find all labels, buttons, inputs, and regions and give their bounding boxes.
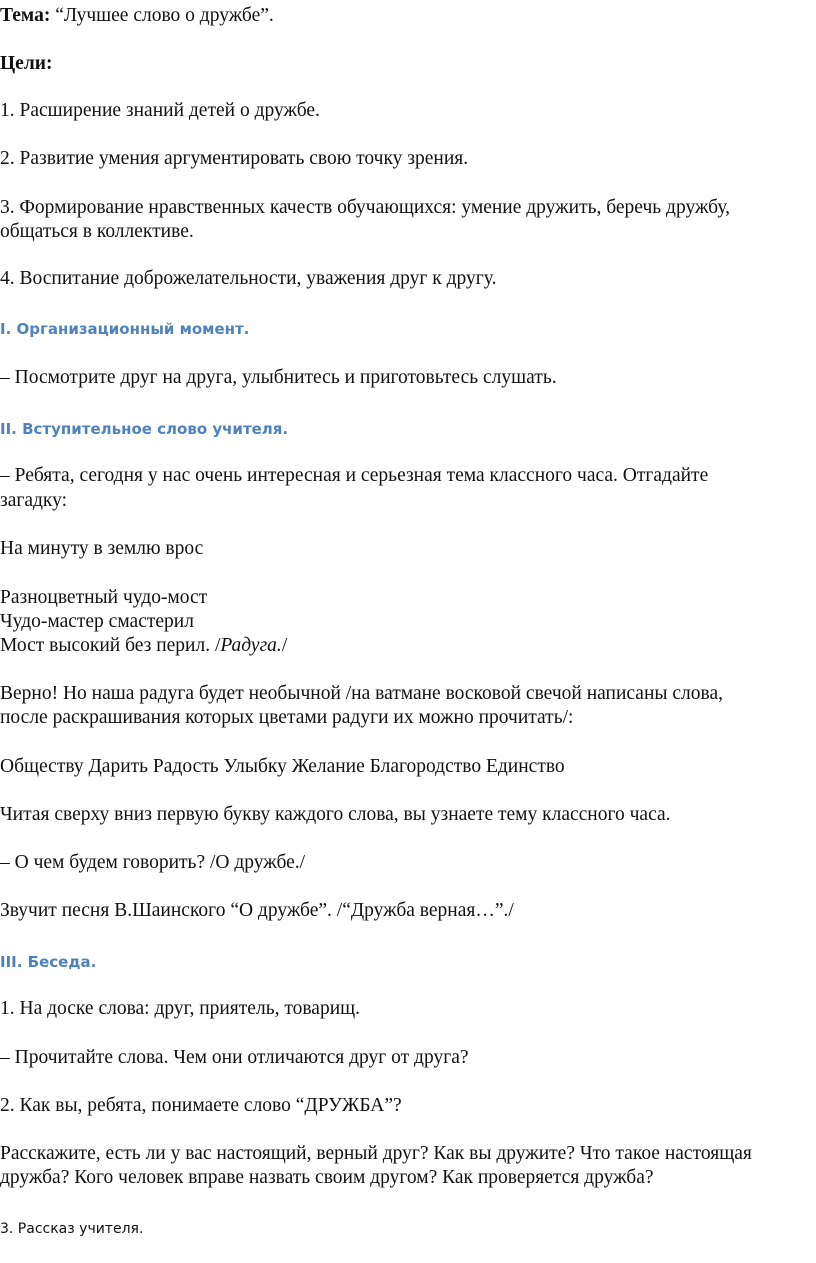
riddle-line-2: Разноцветный чудо-мост <box>0 587 208 608</box>
riddle-line-4 <box>0 634 287 658</box>
section-2-intro-line-1: – Ребята, сегодня у нас очень интересная и серьезная тема классного часа. Отгадайте <box>0 465 709 486</box>
topic-line <box>0 4 274 28</box>
read-hint: Читая сверху вниз первую букву каждого слова, вы узнаете тему классного часа. <box>0 804 671 825</box>
riddle-answer: Радуга. <box>220 635 282 656</box>
section-1-text: – Посмотрите друг на друга, улыбнитесь и приготовьтесь слушать. <box>0 367 557 388</box>
rainbow-line-1: Верно! Но наша радуга будет необычной /на ватмане восковой свечой написаны слова, <box>0 683 723 704</box>
section-2-intro-line-2: загадку: <box>0 490 68 511</box>
song-line: Звучит песня В.Шаинского “О дружбе”. /“Дружба верная…”./ <box>0 900 514 921</box>
goal-item-1: 1. Расширение знаний детей о дружбе. <box>0 100 320 121</box>
section-3-item-2: 2. Как вы, ребята, понимаете слово “ДРУЖБА”? <box>0 1095 402 1116</box>
goal-item-3: 3. Формирование нравственных качеств обучающихся: умение дружить, беречь дружбу, <box>0 197 731 218</box>
section-3-item-2-question-line-2: дружба? Кого человек вправе назвать своим другом? Как проверяется дружба? <box>0 1167 654 1188</box>
section-3-item-3: 3. Рассказ учителя. <box>0 1221 144 1237</box>
goal-item-3-continued: общаться в коллективе. <box>0 221 194 242</box>
riddle-line-4-suffix: / <box>281 635 288 656</box>
section-3-item-2-question-line-1: Расскажите, есть ли у вас настоящий, верный друг? Как вы дружите? Что такое настоящая <box>0 1143 752 1164</box>
section-1-heading: I. Организационный момент. <box>0 320 250 338</box>
riddle-line-1: На минуту в землю врос <box>0 538 204 559</box>
section-3-item-1-question: – Прочитайте слова. Чем они отличаются друг от друга? <box>0 1047 469 1068</box>
goals-label: Цели: <box>0 53 53 74</box>
topic-question: – О чем будем говорить? /О дружбе./ <box>0 852 306 873</box>
goal-item-2: 2. Развитие умения аргументировать свою точку зрения. <box>0 148 469 169</box>
section-2-heading: II. Вступительное слово учителя. <box>0 420 289 438</box>
section-3-heading: III. Беседа. <box>0 953 97 971</box>
rainbow-line-2: после раскрашивания которых цветами радуги их можно прочитать/: <box>0 707 574 728</box>
riddle-line-4-prefix: Мост высокий без перил. / <box>0 635 221 656</box>
topic-label: Тема: <box>0 5 51 26</box>
topic-text: “Лучшее слово о дружбе”. <box>50 5 274 26</box>
rainbow-words: Обществу Дарить Радость Улыбку Желание Благородство Единство <box>0 756 565 777</box>
riddle-line-3: Чудо-мастер смастерил <box>0 611 194 632</box>
goal-item-4: 4. Воспитание доброжелательности, уважения друг к другу. <box>0 268 497 289</box>
section-3-item-1: 1. На доске слова: друг, приятель, товарищ. <box>0 998 361 1019</box>
